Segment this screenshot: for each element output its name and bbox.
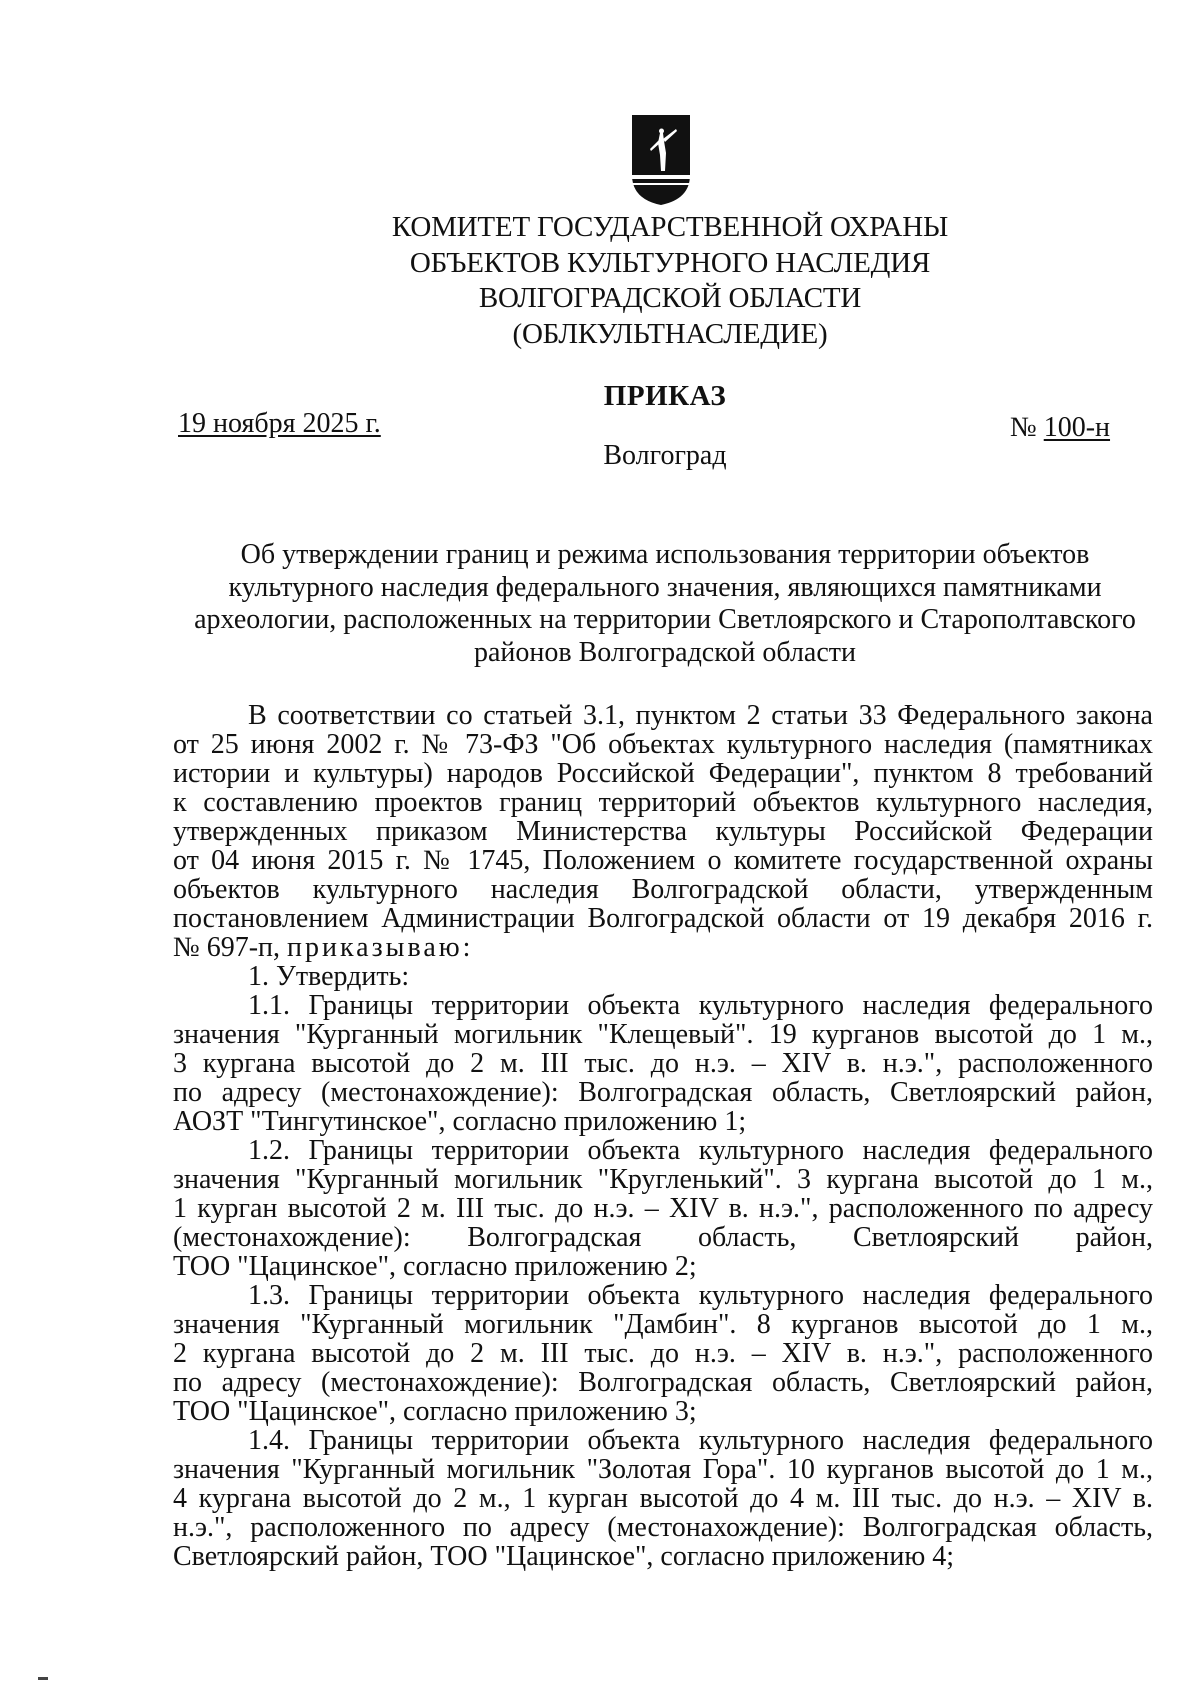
organization-abbreviation: (ОБЛКУЛЬТНАСЛЕДИЕ) [512,317,828,350]
subject-line: культурного наследия федерального значения, являющихся памятниками [228,571,1102,603]
item-line: 1 курган высотой 2 м. III тыс. до н.э. – XIV в. н.э.", расположенного по адресу [173,1193,1153,1224]
item-line: 4 кургана высотой до 2 м., 1 курган высотой до 4 м. III тыс. до н.э. – XIV в. [173,1483,1153,1514]
preamble-line: утвержденных приказом Министерства культуры Российской Федерации [173,816,1153,847]
item-line: 2 кургана высотой до 2 м. III тыс. до н.э. – XIV в. н.э.", расположенного [173,1338,1153,1369]
subject-line: районов Волгоградской области [473,636,857,668]
preamble-line: от 04 июня 2015 г. № 1745, Положением о комитете государственной охраны [173,845,1153,876]
item-line: 1.4. Границы территории объекта культурного наследия федерального [248,1425,1153,1456]
item-line: (местонахождение): Волгоградская область, Светлоярский район, [173,1222,1153,1253]
item-line: 1.3. Границы территории объекта культурного наследия федерального [248,1280,1153,1311]
item-line: 1.1. Границы территории объекта культурного наследия федерального [248,990,1153,1021]
subject-line: Об утверждении границ и режима использования территории объектов [240,539,1090,570]
subject-line: археологии, расположенных на территории Светлоярского и Старополтавского [194,604,1136,635]
preamble-reference: № 697-п, [173,932,288,963]
item-line: значения "Курганный могильник "Клещевый". 19 курганов высотой до 1 м., [173,1019,1153,1050]
item-line: значения "Курганный могильник "Кругленький". 3 кургана высотой до 1 м., [173,1164,1153,1195]
item-line: Светлоярский район, ТОО "Цацинское", согласно приложению 4; [173,1541,955,1572]
coat-of-arms-icon [630,113,692,207]
preamble-line: к составлению проектов границ территорий объектов культурного наследия, [173,787,1153,818]
preamble-line: В соответствии со статьей 3.1, пунктом 2 статьи 33 Федерального закона [248,700,1153,731]
item-line: н.э.", расположенного по адресу (местонахождение): Волгоградская область, [173,1512,1153,1543]
item-line: по адресу (местонахождение): Волгоградская область, Светлоярский район, [173,1077,1153,1108]
order-number-prefix: № [1010,412,1044,443]
item-heading: 1. Утвердить: [248,961,410,992]
preamble-line: от 25 июня 2002 г. № 73-ФЗ "Об объектах культурного наследия (памятниках [173,729,1153,760]
preamble-order-word: приказываю: [287,932,474,963]
organization-line: ОБЪЕКТОВ КУЛЬТУРНОГО НАСЛЕДИЯ [409,246,931,279]
order-subject [170,539,1160,669]
preamble-line: постановлением Администрации Волгоградской области от 19 декабря 2016 г. [173,903,1153,934]
item-line: 3 кургана высотой до 2 м. III тыс. до н.э. – XIV в. н.э.", расположенного [173,1048,1153,1079]
item-line: значения "Курганный могильник "Золотая Гора". 10 курганов высотой до 1 м., [173,1454,1153,1485]
preamble-line: объектов культурного наследия Волгоградской области, утвержденным [173,874,1153,905]
preamble-line: истории и культуры) народов Российской Федерации", пунктом 8 требований [173,758,1153,789]
organization-line: ВОЛГОГРАДСКОЙ ОБЛАСТИ [478,282,862,314]
order-body [173,701,1153,1571]
order-city: Волгоград [603,440,727,471]
order-number-value: 100-н [1043,412,1111,443]
order-title: ПРИКАЗ [603,380,727,412]
item-line: ТОО "Цацинское", согласно приложению 3; [173,1396,697,1427]
preamble-closing-line [173,933,1153,962]
item-line: значения "Курганный могильник "Дамбин". 8 курганов высотой до 1 м., [173,1309,1153,1340]
organization-header [300,210,1040,352]
item-line: ТОО "Цацинское", согласно приложению 2; [173,1251,697,1282]
scan-mark [38,1677,48,1680]
item-line: по адресу (местонахождение): Волгоградская область, Светлоярский район, [173,1367,1153,1398]
item-line: 1.2. Границы территории объекта культурного наследия федерального [248,1135,1153,1166]
organization-line: КОМИТЕТ ГОСУДАРСТВЕННОЙ ОХРАНЫ [391,211,949,243]
order-date: 19 ноября 2025 г. [178,408,381,439]
item-line: АОЗТ "Тингутинское", согласно приложению 1; [173,1106,747,1137]
order-number [1010,412,1110,444]
